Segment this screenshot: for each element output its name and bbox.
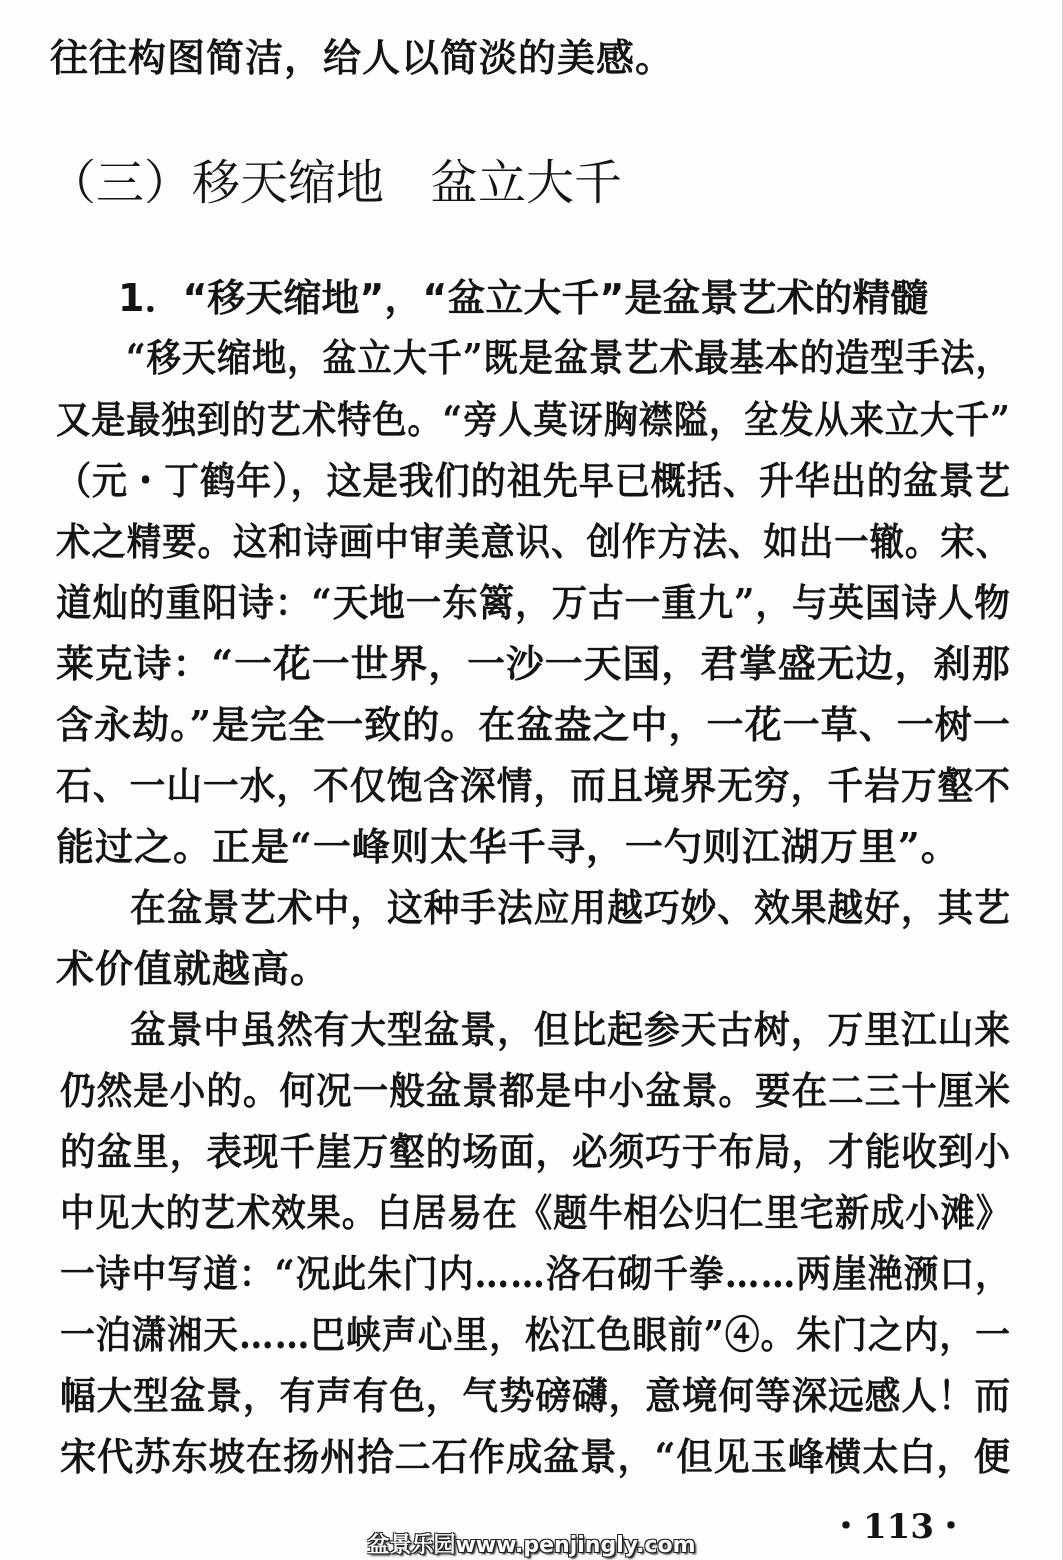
- body-line: 盆景中虽然有大型盆景，但比起参天古树，万里江山来: [130, 1007, 1011, 1052]
- body-line: “移天缩地，盆立大千”既是盆景艺术最基本的造型手法，: [126, 335, 1011, 380]
- subheading: 1．“移天缩地”，“盆立大千”是盆景艺术的精髓: [118, 276, 929, 320]
- section-heading-part1: （三）移天缩地: [48, 155, 385, 211]
- site-watermark: 盆景乐园www.penjingly.com: [367, 1533, 696, 1558]
- body-line: 术之精要。这和诗画中审美意识、创作方法、如出一辙。宋、: [56, 519, 1011, 564]
- body-line: 幅大型盆景，有声有色，气势磅礴，意境何等深远感人！而: [60, 1373, 1012, 1418]
- body-line: 能过之。正是“一峰则太华千寻，一勺则江湖万里”。: [56, 824, 960, 869]
- body-line: 在盆景艺术中，这种手法应用越巧妙、效果越好，其艺: [130, 885, 1011, 930]
- body-line: 又是最独到的艺术特色。“旁人莫讶胸襟隘，坌发从来立大千”: [56, 397, 1011, 442]
- body-line: 术价值就越高。: [56, 946, 330, 991]
- body-line: 道灿的重阳诗：“天地一东篱，万古一重九”，与英国诗人物: [56, 580, 1011, 625]
- body-line: 仍然是小的。何况一般盆景都是中小盆景。要在二三十厘米: [60, 1068, 1012, 1113]
- body-line: 一诗中写道：“况此朱门内……洛石砌千拳……两崖滟滪口，: [60, 1251, 1011, 1296]
- body-line: 的盆里，表现千崖万壑的场面，必须巧于布局，才能收到小: [60, 1129, 1012, 1174]
- text-line-top: 往往构图简洁，给人以简淡的美感。: [50, 35, 675, 80]
- body-line: 莱克诗：“一花一世界，一沙一天国，君掌盛无边，刹那: [56, 641, 1011, 686]
- body-line: （元・丁鹤年），这是我们的祖先早已概括、升华出的盆景艺: [56, 458, 1012, 503]
- body-line: 中见大的艺术效果。白居易在《题牛相公归仁里宅新成小滩》: [60, 1190, 1011, 1235]
- section-heading-part2: 盆立大千: [430, 155, 623, 211]
- body-line: 石、一山一水，不仅饱含深情，而且境界无穷，千岩万壑不: [56, 763, 1011, 808]
- page-number: ・113・: [829, 1507, 968, 1547]
- body-line: 含永劫。”是完全一致的。在盆盎之中，一花一草、一树一: [56, 702, 1011, 747]
- body-line: 宋代苏东坡在扬州拾二石作成盆景，“但见玉峰横太白，便: [60, 1434, 1011, 1479]
- body-line: 一泊潇湘天……巴峡声心里，松江色眼前”④。朱门之内，一: [60, 1312, 1011, 1357]
- section-heading: [48, 155, 622, 211]
